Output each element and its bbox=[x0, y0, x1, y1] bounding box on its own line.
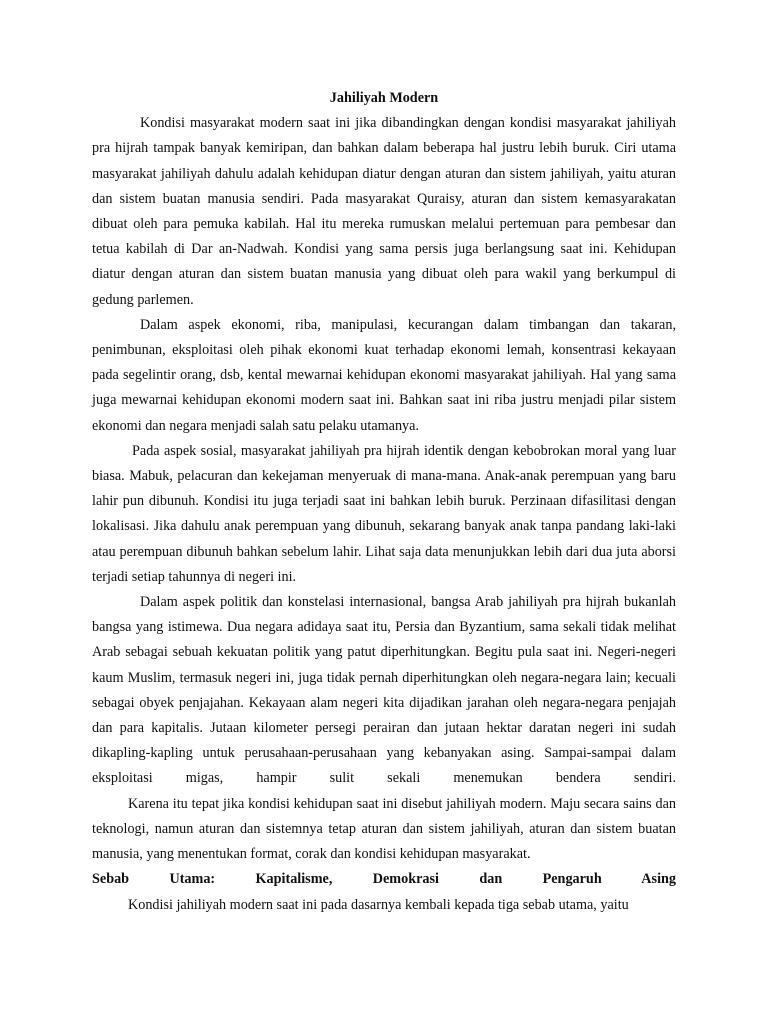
paragraph-6: Kondisi jahiliyah modern saat ini pada dasarnya kembali kepada tiga sebab utama, yaitu bbox=[128, 896, 629, 913]
paragraph-1: Kondisi masyarakat modern saat ini jika dibandingkan dengan kondisi masyarakat jahiliyah pra hijrah tampak banyak kemiripan, dan bahkan dalam beberapa hal justru lebih buruk. Ciri utama masyarakat jahiliyah dahulu adalah kehidupan diatur dengan aturan dan sistem jahiliyah, yaitu aturan dan sistem buatan manusia sendiri. Pada masyarakat Quraisy, aturan dan sistem kemasyarakatan dibuat oleh para pemuka kabilah. Hal itu mereka rumuskan melalui pertemuan para pembesar dan tetua kabilah di Dar an-Nadwah. Kondisi yang sama persis juga berlangsung saat ini. Kehidupan diatur dengan aturan dan sistem buatan manusia yang dibuat oleh para wakil yang berkumpul di gedung parlemen. bbox=[92, 115, 676, 308]
paragraph-2: Dalam aspek ekonomi, riba, manipulasi, kecurangan dalam timbangan dan takaran, penimbunan, eksploitasi oleh pihak ekonomi kuat terhadap ekonomi lemah, konsentrasi kekayaan pada segelintir orang, dsb, kental mewarnai kehidupan ekonomi masyarakat jahiliyah. Hal yang sama juga mewarnai kehidupan ekonomi modern saat ini. Bahkan saat ini riba justru menjadi pilar sistem ekonomi dan negara menjadi salah satu pelaku utamanya. bbox=[92, 316, 676, 434]
section-heading: Sebab Utama: Kapitalisme, Demokrasi dan Pengaruh Asing bbox=[92, 871, 676, 888]
document-title: Jahiliyah Modern bbox=[329, 90, 439, 106]
paragraph-5: Karena itu tepat jika kondisi kehidupan saat ini disebut jahiliyah modern. Maju secara sains dan teknologi, namun aturan dan sistemnya tetap aturan dan sistem jahiliyah, aturan dan sistem buatan manusia, yang menentukan format, corak dan kondisi kehidupan masyarakat. bbox=[92, 795, 676, 863]
paragraph-4: Dalam aspek politik dan konstelasi internasional, bangsa Arab jahiliyah pra hijrah bukanlah bangsa yang istimewa. Dua negara adidaya saat itu, Persia dan Byzantium, sama sekali tidak melihat Arab sebagai sebuah kekuatan politik yang patut diperhitungkan. Begitu pula saat ini. Negeri-negeri kaum Muslim, termasuk negeri ini, juga tidak pernah diperhitungkan oleh negara-negara lain; kecuali sebagai obyek penjajahan. Kekayaan alam negeri kita dijadikan jarahan oleh negara-negara penjajah dan para kapitalis. Jutaan kilometer persegi perairan dan jutaan hektar daratan negeri ini sudah dikapling-kapling untuk perusahaan-perusahaan yang kebanyakan asing. Sampai-sampai dalam eksploitasi migas, hampir sulit sekali menemukan bendera sendiri. bbox=[92, 594, 676, 787]
document-page bbox=[92, 86, 676, 918]
paragraph-3: Pada aspek sosial, masyarakat jahiliyah pra hijrah identik dengan kebobrokan moral yang luar biasa. Mabuk, pelacuran dan kekejaman menyeruak di mana-mana. Anak-anak perempuan yang baru lahir pun dibunuh. Kondisi itu juga terjadi saat ini bahkan lebih buruk. Perzinaan difasilitasi dengan lokalisasi. Jika dahulu anak perempuan yang dibunuh, sekarang banyak anak tanpa pandang laki-laki atau perempuan dibunuh bahkan sebelum lahir. Lihat saja data menunjukkan lebih dari dua juta aborsi terjadi setiap tahunnya di negeri ini. bbox=[92, 442, 676, 585]
